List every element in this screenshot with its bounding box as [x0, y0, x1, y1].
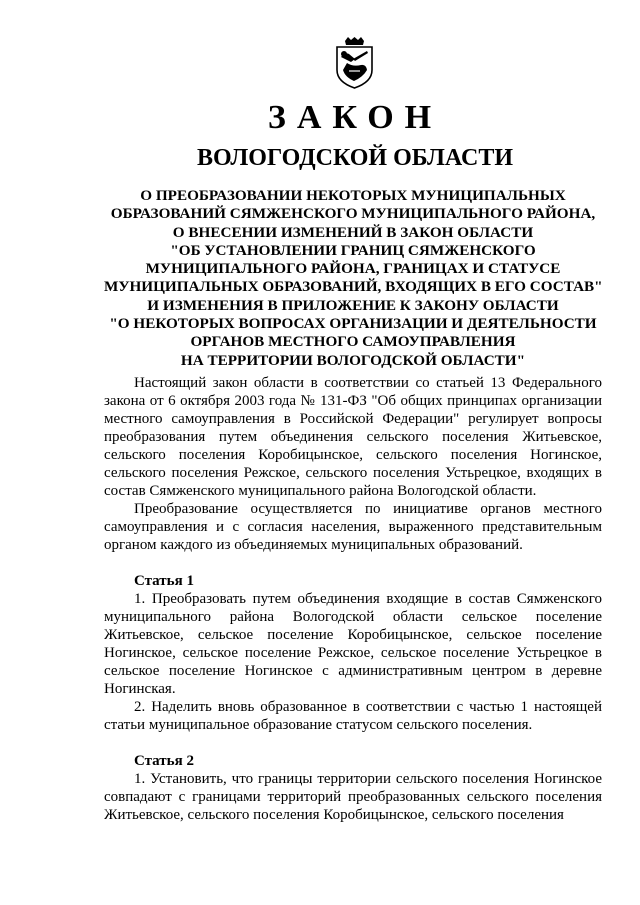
subject-line: НА ТЕРРИТОРИИ ВОЛОГОДСКОЙ ОБЛАСТИ": [180, 351, 526, 369]
region-title: ВОЛОГОДСКОЙ ОБЛАСТИ: [196, 145, 514, 171]
article-1-paragraph-1: 1. Преобразовать путем объединения входящие в состав Сямженского муниципального района Вологодской области сельское поселение Житьевское, сельское поселение Коробицынское, сельское поселение Ногинское, сельское поселение Режское, сельское поселение Устьрецкое в сельское поселение Ногинское с административным центром в деревне Ногинская.: [104, 591, 602, 697]
article-2-paragraph-1: 1. Установить, что границы территории сельского поселения Ногинское совпадают с границами территорий преобразованных сельского поселения Житьевское, сельского поселения Коробицынское, сельского поселения: [104, 771, 602, 823]
subject-line: И ИЗМЕНЕНИЯ В ПРИЛОЖЕНИЕ К ЗАКОНУ ОБЛАСТИ: [147, 296, 559, 314]
subject-line: МУНИЦИПАЛЬНЫХ ОБРАЗОВАНИЙ, ВХОДЯЩИХ В ЕГО СОСТАВ": [104, 278, 603, 296]
subject-line: О ВНЕСЕНИИ ИЗМЕНЕНИЙ В ЗАКОН ОБЛАСТИ: [172, 223, 534, 241]
subject-line: МУНИЦИПАЛЬНОГО РАЙОНА, ГРАНИЦАХ И СТАТУСЕ: [145, 260, 561, 278]
preamble-paragraph-1: Настоящий закон области в соответствии со статьей 13 Федерального закона от 6 октября 2003 года № 131-ФЗ "Об общих принципах организации местного самоуправления в Российской Федерации" регулирует вопросы преобразования путем объединения сельского поселения Житьевское, сельского поселения Коробицынское, сельского поселения Ногинское, сельского поселения Режское, сельского поселения Устьрецкое, входящих в состав Сямженского муниципального района Вологодской области.: [104, 375, 602, 499]
preamble-paragraph-2: Преобразование осуществляется по инициативе органов местного самоуправления и с согласия населения, выраженного представительным органом каждого из объединяемых муниципальных образований.: [104, 501, 602, 553]
article-1-paragraph-2: 2. Наделить вновь образованное в соответствии с частью 1 настоящей статьи муниципальное образование статусом сельского поселения.: [104, 699, 602, 733]
subject-line: "О НЕКОТОРЫХ ВОПРОСАХ ОРГАНИЗАЦИИ И ДЕЯТЕЛЬНОСТИ: [109, 315, 597, 333]
law-title: ЗАКОН: [267, 99, 443, 136]
subject-line: О ПРЕОБРАЗОВАНИИ НЕКОТОРЫХ МУНИЦИПАЛЬНЫХ: [140, 187, 566, 204]
article-1-heading: Статья 1: [134, 573, 194, 589]
article-2-heading: Статья 2: [134, 753, 194, 769]
law-body: [104, 374, 602, 824]
law-subject: [104, 187, 602, 370]
subject-line: ОРГАНОВ МЕСТНОГО САМОУПРАВЛЕНИЯ: [190, 333, 516, 351]
subject-line: "ОБ УСТАНОВЛЕНИИ ГРАНИЦ СЯМЖЕНСКОГО: [170, 241, 536, 259]
coat-of-arms-icon: [333, 37, 376, 89]
subject-line: ОБРАЗОВАНИЙ СЯМЖЕНСКОГО МУНИЦИПАЛЬНОГО РАЙОНА,: [110, 205, 596, 223]
